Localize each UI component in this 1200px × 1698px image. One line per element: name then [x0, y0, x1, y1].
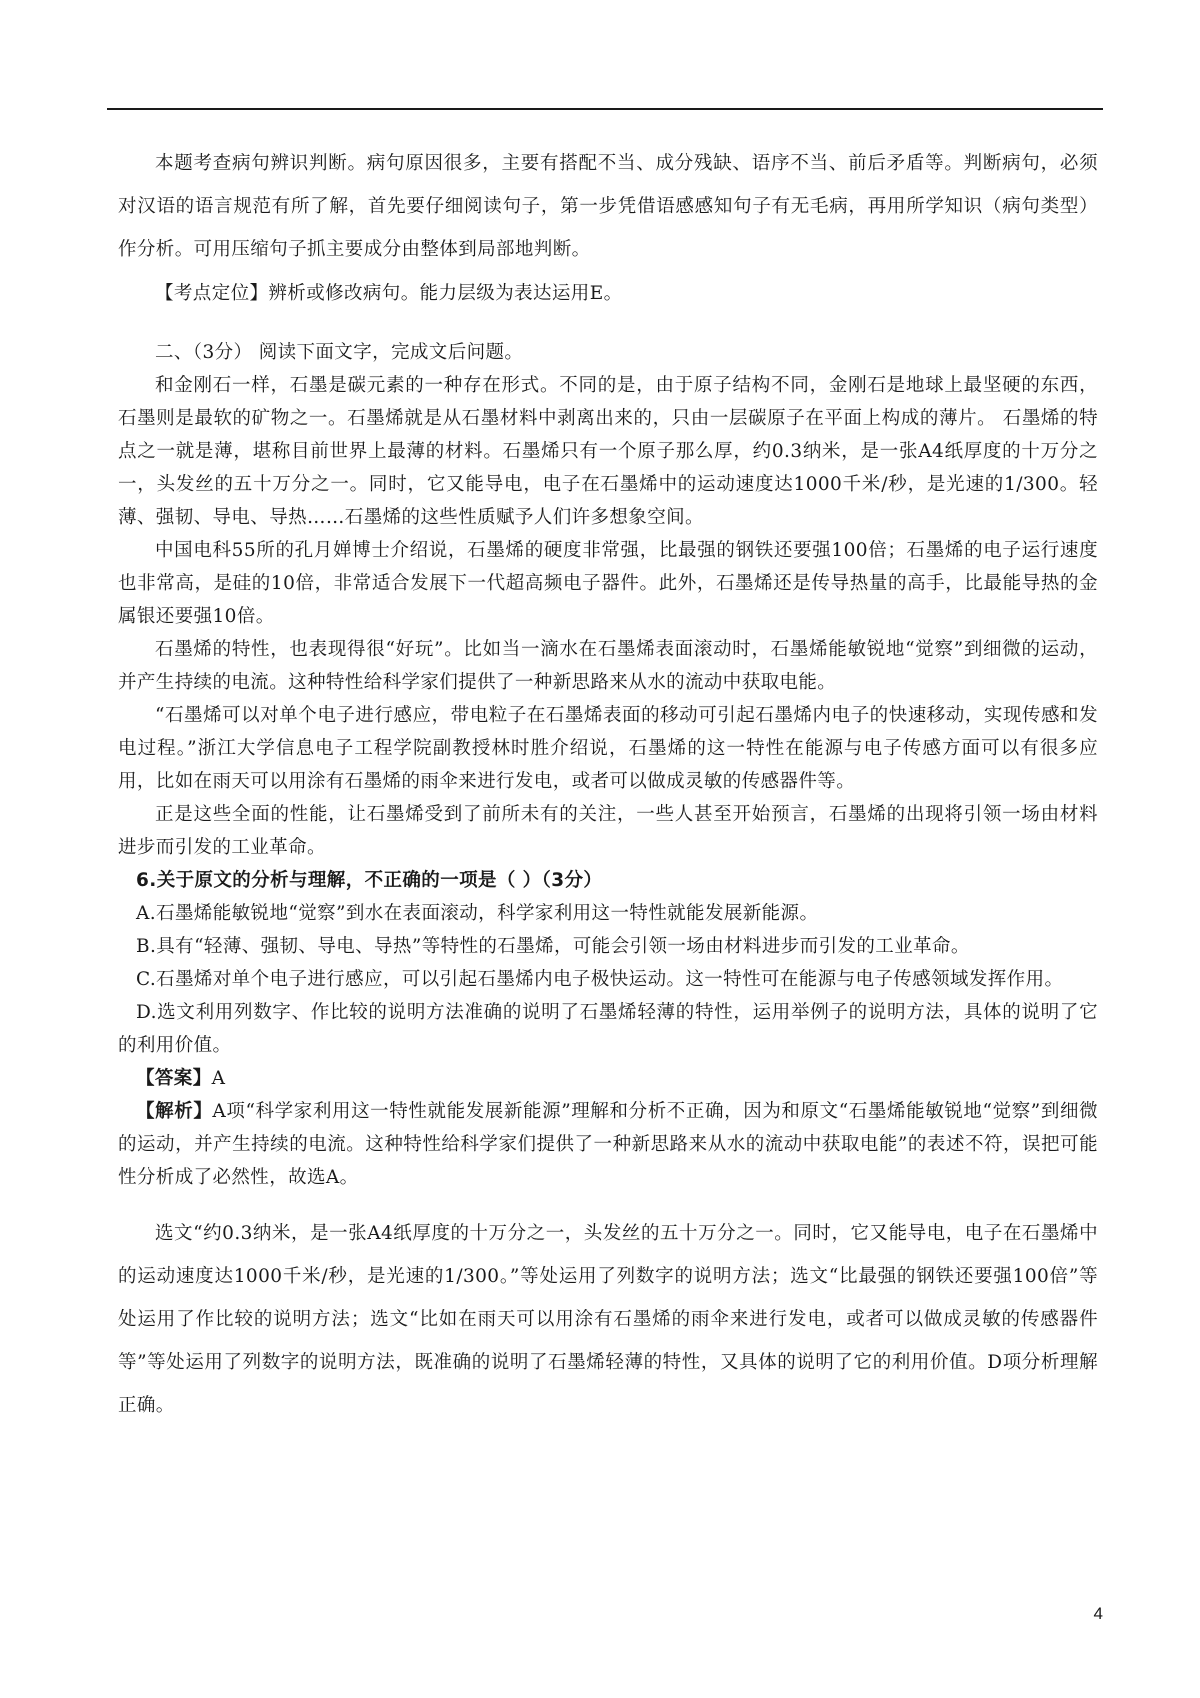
page-content — [118, 142, 1098, 1427]
option-d: D.选文利用列数字、作比较的说明方法准确的说明了石墨烯轻薄的特性，运用举例子的说明方法，具体的说明了它的利用价值。 — [118, 1002, 1098, 1056]
analysis-paragraph: 本题考查病句辨识判断。病句原因很多，主要有搭配不当、成分残缺、语序不当、前后矛盾等。判断病句，必须对汉语的语言规范有所了解，首先要仔细阅读句子，第一步凭借语感感知句子有无毛病，再用所学知识（病句类型）作分析。可用压缩句子抓主要成分由整体到局部地判断。 — [118, 153, 1098, 260]
analysis-extra-paragraph: 选文“约0.3纳米，是一张A4纸厚度的十万分之一，头发丝的五十万分之一。同时，它又能导电，电子在石墨烯中的运动速度达1000千米/秒，是光速的1/300。”等处运用了列数字的说明方法；选文“比最强的钢铁还要强100倍”等处运用了作比较的说明方法；选文“比如在雨天可以用涂有石墨烯的雨伞来进行发电，或者可以做成灵敏的传感器件等”等处运用了列数字的说明方法，既准确的说明了石墨烯轻薄的特性，又具体的说明了它的利用价值。D项分析理解正确。 — [118, 1223, 1098, 1416]
passage-paragraph-4: “石墨烯可以对单个电子进行感应，带电粒子在石墨烯表面的移动可引起石墨烯内电子的快速移动，实现传感和发电过程。”浙江大学信息电子工程学院副教授林时胜介绍说，石墨烯的这一特性在能源与电子传感方面可以有很多应用，比如在雨天可以用涂有石墨烯的雨伞来进行发电，或者可以做成灵敏的传感器件等。 — [118, 705, 1098, 792]
header-rule — [107, 108, 1103, 110]
passage-paragraph-2: 中国电科55所的孔月婵博士介绍说，石墨烯的硬度非常强，比最强的钢铁还要强100倍；石墨烯的电子运行速度也非常高，是硅的10倍，非常适合发展下一代超高频电子器件。此外，石墨烯还是传导热量的高手，比最能导热的金属银还要强10倍。 — [118, 540, 1098, 627]
question-stem: 6.关于原文的分析与理解，不正确的一项是（ ）（3分） — [136, 870, 603, 891]
passage-paragraph-5: 正是这些全面的性能，让石墨烯受到了前所未有的关注，一些人甚至开始预言，石墨烯的出现将引领一场由材料进步而引发的工业革命。 — [118, 804, 1098, 858]
option-c: C.石墨烯对单个电子进行感应，可以引起石墨烯内电子极快运动。这一特性可在能源与电子传感领域发挥作用。 — [136, 969, 1064, 990]
answer-label: 【答案】 — [136, 1068, 212, 1089]
answer-value: A — [211, 1068, 226, 1089]
section-heading: 二、（3分） 阅读下面文字，完成文后问题。 — [155, 342, 524, 363]
page-number: 4 — [1093, 1604, 1103, 1623]
exam-point-paragraph: 【考点定位】辨析或修改病句。能力层级为表达运用E。 — [155, 283, 623, 304]
passage-paragraph-1: 和金刚石一样，石墨是碳元素的一种存在形式。不同的是，由于原子结构不同，金刚石是地球上最坚硬的东西，石墨则是最软的矿物之一。石墨烯就是从石墨材料中剥离出来的，只由一层碳原子在平面上构成的薄片。 石墨烯的特点之一就是薄，堪称目前世界上最薄的材料。石墨烯只有一个原子那么厚，约0.3纳米，是一张A4纸厚度的十万分之一，头发丝的五十万分之一。同时，它又能导电，电子在石墨烯中的运动速度达1000千米/秒，是光速的1/300。轻薄、强韧、导电、导热……石墨烯的这些性质赋予人们许多想象空间。 — [118, 375, 1098, 528]
passage-paragraph-3: 石墨烯的特性，也表现得很“好玩”。比如当一滴水在石墨烯表面滚动时，石墨烯能敏锐地“觉察”到细微的运动，并产生持续的电流。这种特性给科学家们提供了一种新思路来从水的流动中获取电能。 — [118, 639, 1098, 693]
analysis-text: A项“科学家利用这一特性就能发展新能源”理解和分析不正确，因为和原文“石墨烯能敏锐地“觉察”到细微的运动，并产生持续的电流。这种特性给科学家们提供了一种新思路来从水的流动中获取电能”的表述不符，误把可能性分析成了必然性，故选A。 — [118, 1101, 1098, 1188]
analysis-line — [118, 1095, 1098, 1194]
analysis-label: 【解析】 — [136, 1101, 213, 1122]
answer-line — [118, 1062, 1098, 1095]
option-b: B.具有“轻薄、强韧、导电、导热”等特性的石墨烯，可能会引领一场由材料进步而引发的工业革命。 — [136, 936, 970, 957]
option-a: A.石墨烯能敏锐地“觉察”到水在表面滚动，科学家利用这一特性就能发展新能源。 — [136, 903, 819, 924]
